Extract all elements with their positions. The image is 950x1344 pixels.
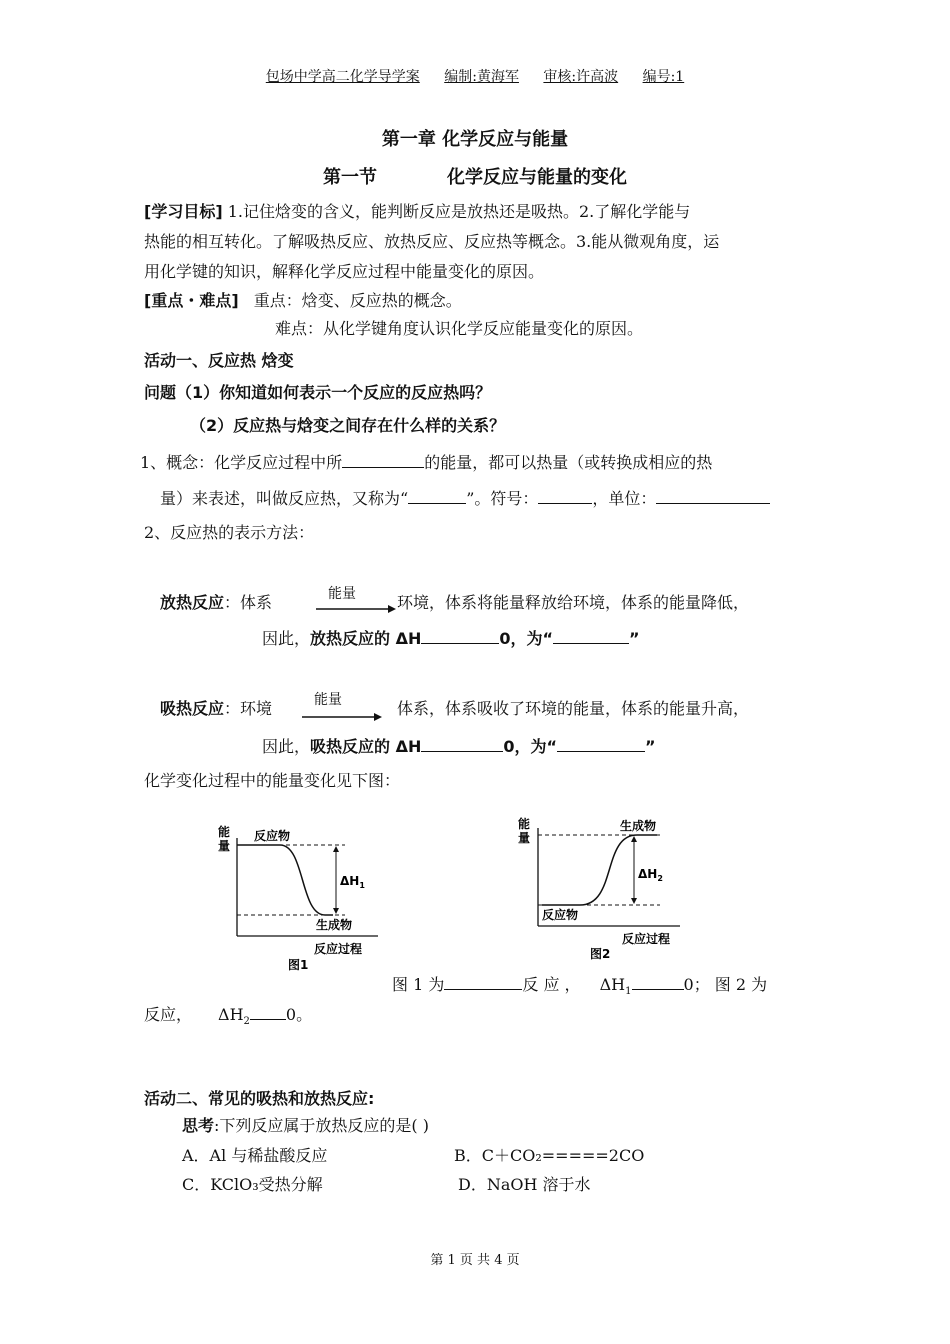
diagram-intro: 化学变化过程中的能量变化见下图： <box>144 771 401 790</box>
objectives-line1: [学习目标] 1.记住焓变的含义，能判断反应是放热还是吸热。2.了解化学能与 <box>144 202 691 221</box>
fig1-delta-label: $\Delta H_1$ <box>340 874 365 890</box>
fig2-caption: 图2 <box>590 947 611 961</box>
fig2-xlabel: 反应过程 <box>622 932 671 946</box>
blank-fig1-sign[interactable] <box>632 975 684 990</box>
endo-arrow-icon <box>300 710 384 724</box>
fig1-top-label: 反应物 <box>254 829 291 843</box>
exo-arrow-icon <box>314 602 398 616</box>
objectives-line2: 热能的相互转化。了解吸热反应、放热反应、反应热等概念。3.能从微观角度，运 <box>144 232 720 251</box>
fig2-ylabel-2: 量 <box>518 831 531 845</box>
blank-unit[interactable] <box>656 489 770 504</box>
exo-arrow-label: 能量 <box>328 586 356 602</box>
endo-desc: 体系，体系吸收了环境的能量，体系的能量升高， <box>397 699 750 718</box>
blank-concept-1[interactable] <box>342 453 424 468</box>
question-1: 问题（1）你知道如何表示一个反应的反应热吗？ <box>144 383 492 402</box>
fig2-delta-label: $\Delta H_2$ <box>638 867 663 883</box>
blank-exo-sign[interactable] <box>421 629 499 644</box>
endo-line1: 吸热反应：环境 <box>160 699 273 718</box>
section-label: 第一节 <box>323 167 377 188</box>
fig1-bottom-label: 生成物 <box>316 918 353 932</box>
fig2-bottom-label: 反应物 <box>542 908 579 922</box>
endo-label: 吸热反应 <box>160 699 225 718</box>
think-label: 思考 <box>182 1116 215 1135</box>
fig1-ylabel-1: 能 <box>218 825 231 839</box>
exo-desc: 环境，体系将能量释放给环境，体系的能量降低， <box>397 593 750 612</box>
blank-symbol[interactable] <box>538 489 592 504</box>
option-a[interactable]: A．Al 与稀盐酸反应 <box>182 1146 328 1165</box>
fig-question-line1: 图 1 为 反 应 ， $\Delta H_1$ 0； 图 2 为 <box>392 975 768 998</box>
header-number: 编号:1 <box>642 69 685 85</box>
figure-1-exothermic <box>210 818 390 978</box>
option-b[interactable]: B．C＋CO₂=====2CO <box>454 1146 645 1165</box>
fig2-ylabel-1: 能 <box>518 817 531 831</box>
header-reviewer: 审核:许高波 <box>543 69 619 85</box>
method-heading: 2、反应热的表示方法： <box>144 523 315 542</box>
blank-alias[interactable] <box>408 489 466 504</box>
figure-2-endothermic <box>512 812 692 962</box>
blank-fig1-type[interactable] <box>444 975 522 990</box>
fig-question-line2: 反应， $\Delta H_2$ 0。 <box>144 1005 313 1028</box>
key-points-label: [重点・难点] <box>144 291 239 310</box>
fig1-xlabel: 反应过程 <box>314 942 363 956</box>
concept-line1: 1、概念：化学反应过程中所 的能量，都可以热量（或转换成相应的热 <box>140 453 713 472</box>
header-editor: 编制:黄海军 <box>444 69 519 85</box>
blank-fig2-sign[interactable] <box>250 1005 286 1020</box>
page-header <box>0 66 950 86</box>
think-question: 思考:下列反应属于放热反应的是( ) <box>182 1116 429 1135</box>
fig2-arrow-up-icon <box>631 836 637 842</box>
difficult-points: 难点：从化学键角度认识化学反应能量变化的原因。 <box>275 319 644 338</box>
fig2-arrow-down-icon <box>631 898 637 904</box>
fig1-curve <box>237 845 333 915</box>
fig1-arrow-up-icon <box>333 846 339 852</box>
page-footer: 第 1 页 共 4 页 <box>430 1253 520 1268</box>
option-d[interactable]: D．NaOH 溶于水 <box>458 1175 591 1194</box>
activity2-title: 活动二、常见的吸热和放热反应: <box>144 1089 375 1108</box>
objectives-label: [学习目标] <box>144 202 223 221</box>
activity1-title: 活动一、反应热 焓变 <box>144 351 294 370</box>
fig1-caption: 图1 <box>288 958 309 972</box>
fig1-arrow-down-icon <box>333 908 339 914</box>
section-name: 化学反应与能量的变化 <box>447 167 627 188</box>
option-c[interactable]: C．KClO₃受热分解 <box>182 1175 323 1194</box>
header-school: 包场中学高二化学导学案 <box>265 69 420 85</box>
question-2: （2）反应热与焓变之间存在什么样的关系？ <box>190 416 506 435</box>
blank-endo-name[interactable] <box>557 737 645 752</box>
key-points: [重点・难点] 重点：焓变、反应热的概念。 <box>144 291 462 310</box>
section-title <box>0 163 950 189</box>
endo-line2: 因此，吸热反应的 ΔH 0，为“ ” <box>262 737 656 756</box>
endo-arrow-label: 能量 <box>314 692 342 708</box>
fig2-top-label: 生成物 <box>620 819 657 833</box>
objectives-line3: 用化学键的知识，解释化学反应过程中能量变化的原因。 <box>144 262 545 281</box>
exo-label: 放热反应 <box>160 593 225 612</box>
exo-line1: 放热反应：体系 <box>160 593 273 612</box>
concept-line2: 量）来表述，叫做反应热，又称为“ ”。符号： ，单位： <box>160 486 770 509</box>
chapter-title: 第一章 化学反应与能量 <box>381 129 569 150</box>
blank-endo-sign[interactable] <box>421 737 503 752</box>
fig1-ylabel-2: 量 <box>218 839 231 853</box>
exo-line2: 因此，放热反应的 ΔH 0，为“ ” <box>262 629 640 648</box>
blank-exo-name[interactable] <box>553 629 629 644</box>
